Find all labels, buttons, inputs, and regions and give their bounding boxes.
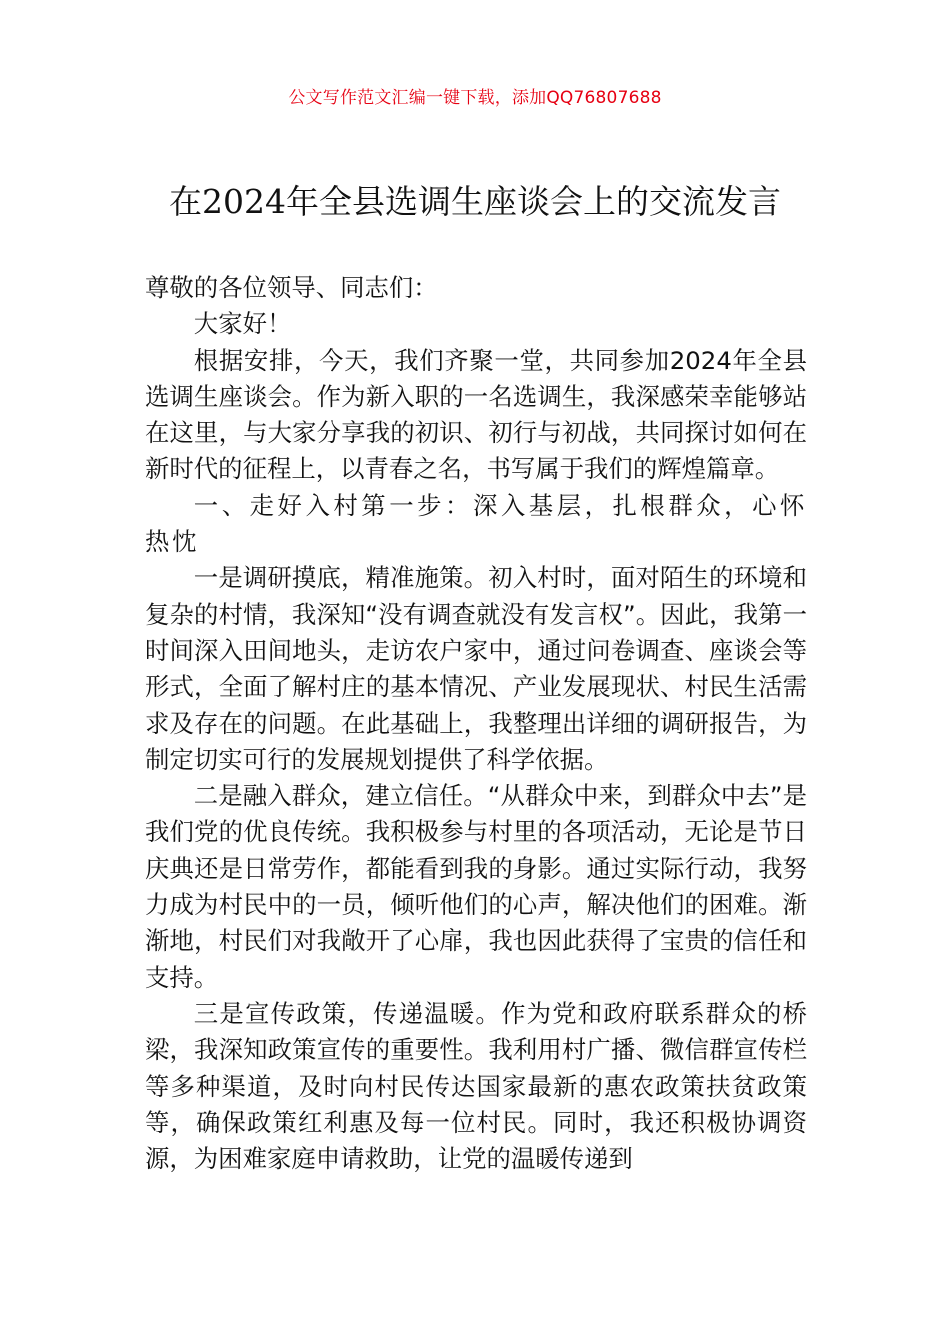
- document-body: [145, 270, 807, 1177]
- document-title: 在2024年全县选调生座谈会上的交流发言: [169, 182, 781, 221]
- paragraph-research: 一是调研摸底，精准施策。初入村时，面对陌生的环境和复杂的村情，我深知“没有调查就没有发言权”。因此，我第一时间深入田间地头，走访农户家中，通过问卷调查、座谈会等形式，全面了解村庄的基本情况、产业发展现状、村民生活需求及存在的问题。在此基础上，我整理出详细的调研报告，为制定切实可行的发展规划提供了科学依据。: [145, 563, 807, 774]
- download-notice: 公文写作范文汇编一键下载，添加QQ76807688: [288, 88, 662, 108]
- paragraph-integrate: 二是融入群众，建立信任。“从群众中来，到群众中去”是我们党的优良传统。我积极参与村里的各项活动，无论是节日庆典还是日常劳作，都能看到我的身影。通过实际行动，我努力成为村民中的一员，倾听他们的心声，解决他们的困难。渐渐地，村民们对我敞开了心扉，我也因此获得了宝贵的信任和支持。: [145, 781, 807, 992]
- paragraph-policy: 三是宣传政策，传递温暖。作为党和政府联系群众的桥梁，我深知政策宣传的重要性。我利用村广播、微信群宣传栏等多种渠道，及时向村民传达国家最新的惠农政策扶贫政策等，确保政策红利惠及每一位村民。同时，我还积极协调资源，为困难家庭申请救助，让党的温暖传递到: [145, 998, 807, 1174]
- greeting: 大家好！: [193, 309, 292, 339]
- section-heading-1: 一、走好入村第一步：深入基层，扎根群众，心怀热忱: [145, 490, 807, 557]
- salutation: 尊敬的各位领导、同志们：: [145, 273, 438, 302]
- paragraph-intro: 根据安排，今天，我们齐聚一堂，共同参加2024年全县选调生座谈会。作为新入职的一名选调生，我深感荣幸能够站在这里，与大家分享我的初识、初行与初战，共同探讨如何在新时代的征程上，以青春之名，书写属于我们的辉煌篇章。: [145, 345, 807, 484]
